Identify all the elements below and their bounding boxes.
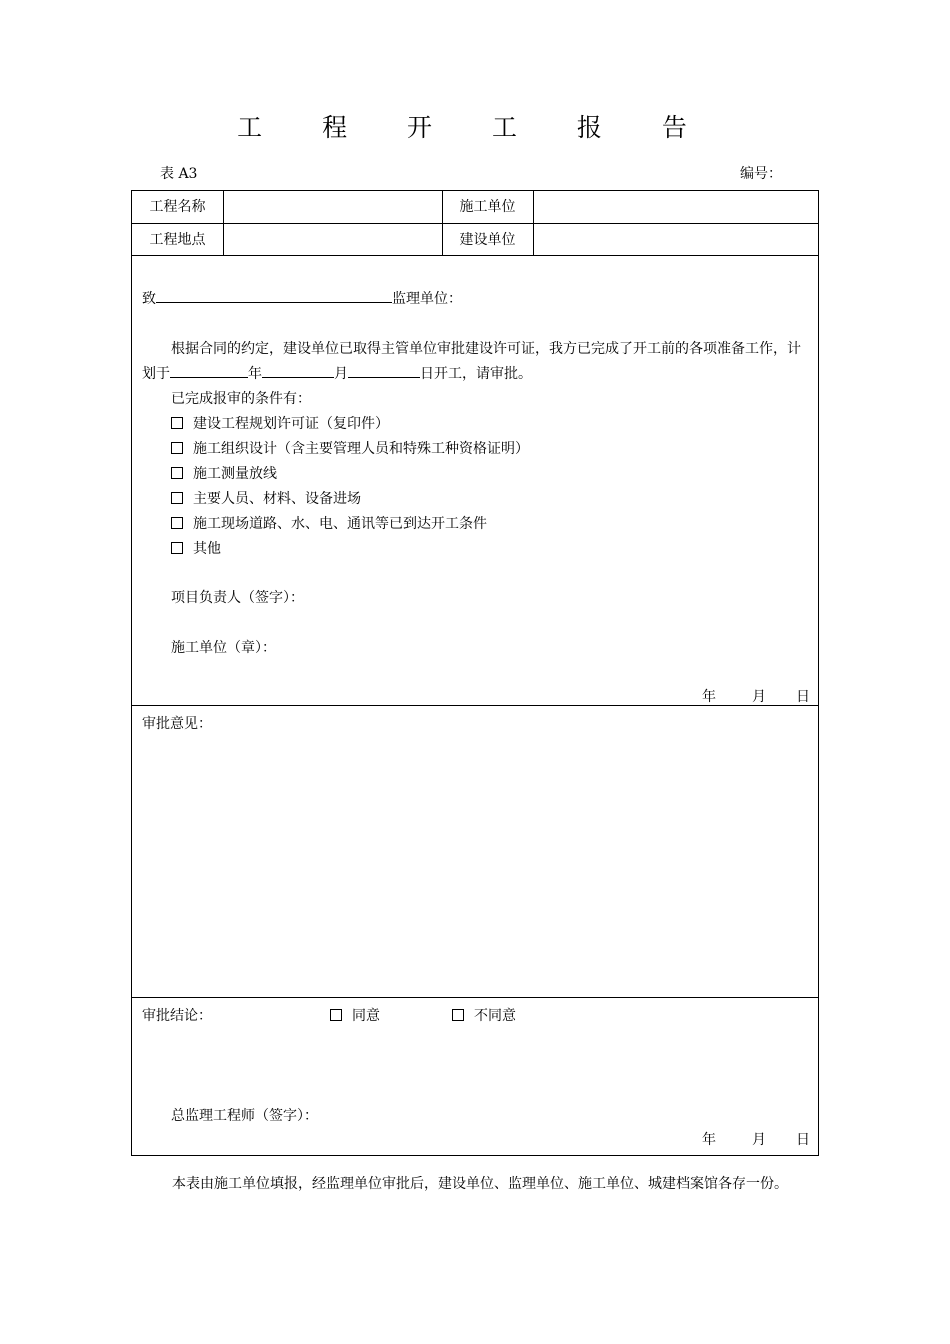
date-month: 月 — [752, 1132, 766, 1148]
checkbox[interactable] — [171, 492, 183, 504]
conclusion-label: 审批结论： — [142, 1008, 212, 1024]
month-word: 月 — [334, 366, 348, 382]
checkbox[interactable] — [171, 467, 183, 479]
supervisor-name-blank[interactable] — [156, 288, 392, 303]
disagree-option: 不同意 — [452, 1005, 516, 1025]
checkbox[interactable] — [171, 417, 183, 429]
page-title: 工 程 开 工 报 告 — [237, 113, 713, 142]
contractor-seal-label: 施工单位（章）： — [171, 640, 276, 656]
application-date — [702, 686, 810, 706]
checkbox[interactable] — [171, 542, 183, 554]
form-code: 表 A3 — [160, 166, 198, 182]
start-day-blank[interactable] — [348, 363, 420, 378]
request-paragraph-line2 — [142, 363, 532, 383]
conditions-heading: 已完成报审的条件有： — [171, 391, 311, 407]
contractor-label: 施工单位 — [459, 199, 516, 215]
contractor-field[interactable] — [534, 191, 818, 223]
to-prefix: 致 — [142, 291, 156, 307]
date-year: 年 — [702, 689, 716, 705]
year-word: 年 — [248, 366, 262, 382]
para-suffix: 日开工，请审批。 — [420, 366, 532, 382]
footer-note: 本表由施工单位填报，经监理单位审批后，建设单位、监理单位、施工单位、城建档案馆各存一份。 — [172, 1176, 788, 1192]
addressee-line — [142, 288, 462, 308]
condition-item: 施工现场道路、水、电、通讯等已到达开工条件 — [171, 513, 487, 533]
checkbox[interactable] — [171, 442, 183, 454]
owner-label: 建设单位 — [459, 232, 516, 248]
project-location-field[interactable] — [224, 224, 442, 255]
number-label: 编号： — [740, 166, 782, 182]
disagree-checkbox[interactable] — [452, 1009, 464, 1021]
condition-item: 其他 — [171, 538, 221, 558]
section-divider — [132, 997, 818, 998]
checkbox[interactable] — [171, 517, 183, 529]
project-name-field[interactable] — [224, 191, 442, 223]
project-location-label: 工程地点 — [149, 232, 206, 248]
condition-item: 施工组织设计（含主要管理人员和特殊工种资格证明） — [171, 438, 529, 458]
date-day: 日 — [796, 689, 810, 705]
condition-item: 主要人员、材料、设备进场 — [171, 488, 361, 508]
to-suffix: 监理单位： — [392, 291, 462, 307]
date-day: 日 — [796, 1132, 810, 1148]
review-opinion-label: 审批意见： — [142, 716, 212, 732]
chief-engineer-signature-label: 总监理工程师（签字）： — [171, 1108, 318, 1124]
start-year-blank[interactable] — [170, 363, 248, 378]
para-prefix: 划于 — [142, 366, 170, 382]
request-paragraph-line1: 根据合同的约定，建设单位已取得主管单位审批建设许可证，我方已完成了开工前的各项准备工作，计 — [171, 341, 801, 357]
date-year: 年 — [702, 1132, 716, 1148]
condition-item: 建设工程规划许可证（复印件） — [171, 413, 389, 433]
agree-checkbox[interactable] — [330, 1009, 342, 1021]
project-leader-signature-label: 项目负责人（签字）： — [171, 590, 304, 606]
start-month-blank[interactable] — [262, 363, 334, 378]
condition-item: 施工测量放线 — [171, 463, 277, 483]
owner-field[interactable] — [534, 224, 818, 255]
approval-date — [702, 1129, 810, 1149]
agree-option: 同意 — [330, 1005, 380, 1025]
date-month: 月 — [752, 689, 766, 705]
review-opinion-area[interactable] — [132, 736, 818, 992]
project-name-label: 工程名称 — [149, 199, 206, 215]
form-table — [131, 190, 819, 1156]
